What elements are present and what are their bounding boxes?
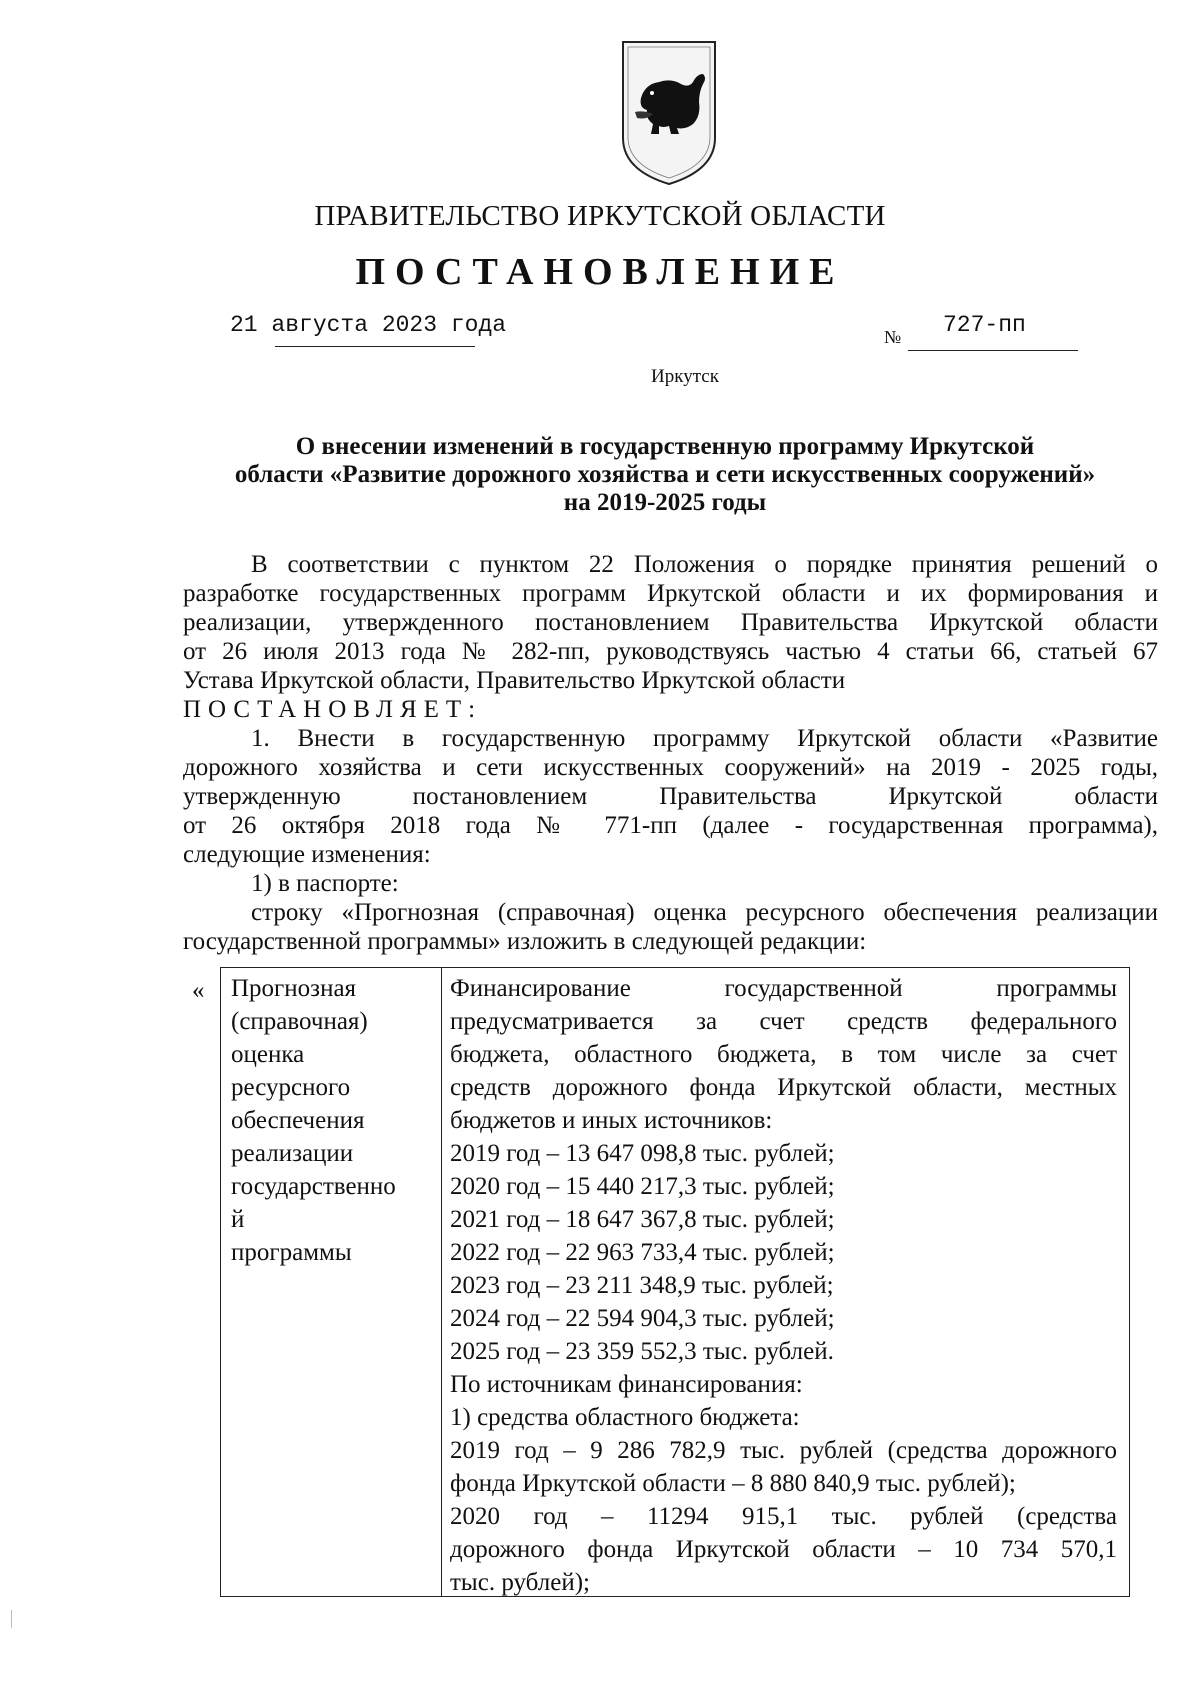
cell-line: тыс. рублей); (450, 1569, 590, 1596)
cell-line: фонда Иркутской области – 8 880 840,9 тыс. рублей); (450, 1470, 1016, 1497)
title-line: на 2019-2025 годы (563, 489, 767, 516)
cell-line: ресурсного (231, 1074, 351, 1101)
cell-line: 2019 год – 9 286 782,9 тыс. рублей (средства дорожного (450, 1437, 1117, 1464)
cell-line: предусматривается за счет средств федерального (450, 1008, 1117, 1035)
document-type: ПОСТАНОВЛЕНИЕ (355, 251, 845, 293)
number-underline (908, 350, 1078, 351)
scan-margin-mark (11, 1610, 12, 1628)
cell-line: программы (231, 1239, 352, 1266)
government-name: ПРАВИТЕЛЬСТВО ИРКУТСКОЙ ОБЛАСТИ (314, 200, 886, 232)
funding-year-line: 2025 год – 23 359 552,3 тыс. рублей. (450, 1338, 834, 1365)
document-body (183, 550, 1158, 956)
cell-line: реализации (231, 1140, 354, 1167)
cell-line: средств дорожного фонда Иркутской области, местных (450, 1074, 1117, 1101)
open-quote: « (192, 977, 205, 1004)
row-content-cell (450, 972, 1117, 1599)
cell-line: государственно (231, 1173, 396, 1200)
funding-year-line: 2019 год – 13 647 098,8 тыс. рублей; (450, 1140, 835, 1167)
title-line: О внесении изменений в государственную программу Иркутской (295, 433, 1035, 460)
body-line: от 26 июля 2013 года № 282-пп, руководствуясь частью 4 статьи 66, статьей 67 (183, 638, 1158, 665)
body-line: В соответствии с пунктом 22 Положения о порядке принятия решений о (251, 551, 1158, 578)
city: Иркутск (651, 366, 719, 387)
cell-line: По источникам финансирования: (450, 1371, 803, 1398)
cell-line: бюджета, областного бюджета, в том числе за счет (450, 1041, 1117, 1068)
body-line: утвержденную постановлением Правительства Иркутской области (183, 783, 1158, 810)
funding-year-line: 2022 год – 22 963 733,4 тыс. рублей; (450, 1239, 835, 1266)
cell-line: (справочная) (231, 1008, 368, 1035)
body-line: Устава Иркутской области, Правительство Иркутской области (183, 667, 846, 694)
passport-table (220, 967, 1130, 1597)
document-date: 21 августа 2023 года (230, 312, 507, 338)
funding-year-line: 2021 год – 18 647 367,8 тыс. рублей; (450, 1206, 835, 1233)
number-label: № (884, 327, 902, 347)
body-line: дорожного хозяйства и сети искусственных сооружений» на 2019 - 2025 годы, (183, 754, 1158, 781)
row-heading-cell (231, 972, 436, 1269)
cell-line: 1) средства областного бюджета: (450, 1404, 800, 1431)
irkutsk-coat-of-arms-icon (619, 38, 719, 188)
body-line: государственной программы» изложить в следующей редакции: (183, 928, 867, 955)
cell-line: оценка (231, 1041, 305, 1068)
document-number: 727-пп (943, 312, 1026, 338)
cell-line: Финансирование государственной программы (450, 975, 1117, 1002)
document-title (172, 433, 1158, 517)
funding-year-line: 2020 год – 15 440 217,3 тыс. рублей; (450, 1173, 835, 1200)
cell-line: Прогнозная (231, 975, 357, 1002)
funding-year-line: 2024 год – 22 594 904,3 тыс. рублей; (450, 1305, 835, 1332)
body-line: реализации, утвержденного постановлением Правительства Иркутской области (183, 609, 1158, 636)
date-underline (275, 346, 475, 347)
body-line: от 26 октября 2018 года № 771-пп (далее - государственная программа), (183, 812, 1158, 839)
title-line: области «Развитие дорожного хозяйства и сети искусственных сооружений» (234, 461, 1096, 488)
column-divider (441, 968, 442, 1596)
cell-line: 2020 год – 11294 915,1 тыс. рублей (средства (450, 1503, 1117, 1530)
funding-year-line: 2023 год – 23 211 348,9 тыс. рублей; (450, 1272, 834, 1299)
body-line: следующие изменения: (183, 841, 431, 868)
cell-line: дорожного фонда Иркутской области – 10 734 570,1 (450, 1536, 1117, 1563)
decree-word: ПОСТАНОВЛЯЕТ: (183, 696, 483, 723)
body-line: 1) в паспорте: (251, 870, 399, 897)
body-line: разработке государственных программ Иркутской области и их формирования и (183, 580, 1158, 607)
cell-line: бюджетов и иных источников: (450, 1107, 773, 1134)
body-line: 1. Внести в государственную программу Иркутской области «Развитие (251, 725, 1158, 752)
cell-line: й (231, 1206, 245, 1233)
body-line: строку «Прогнозная (справочная) оценка ресурсного обеспечения реализации (251, 899, 1158, 926)
cell-line: обеспечения (231, 1107, 365, 1134)
